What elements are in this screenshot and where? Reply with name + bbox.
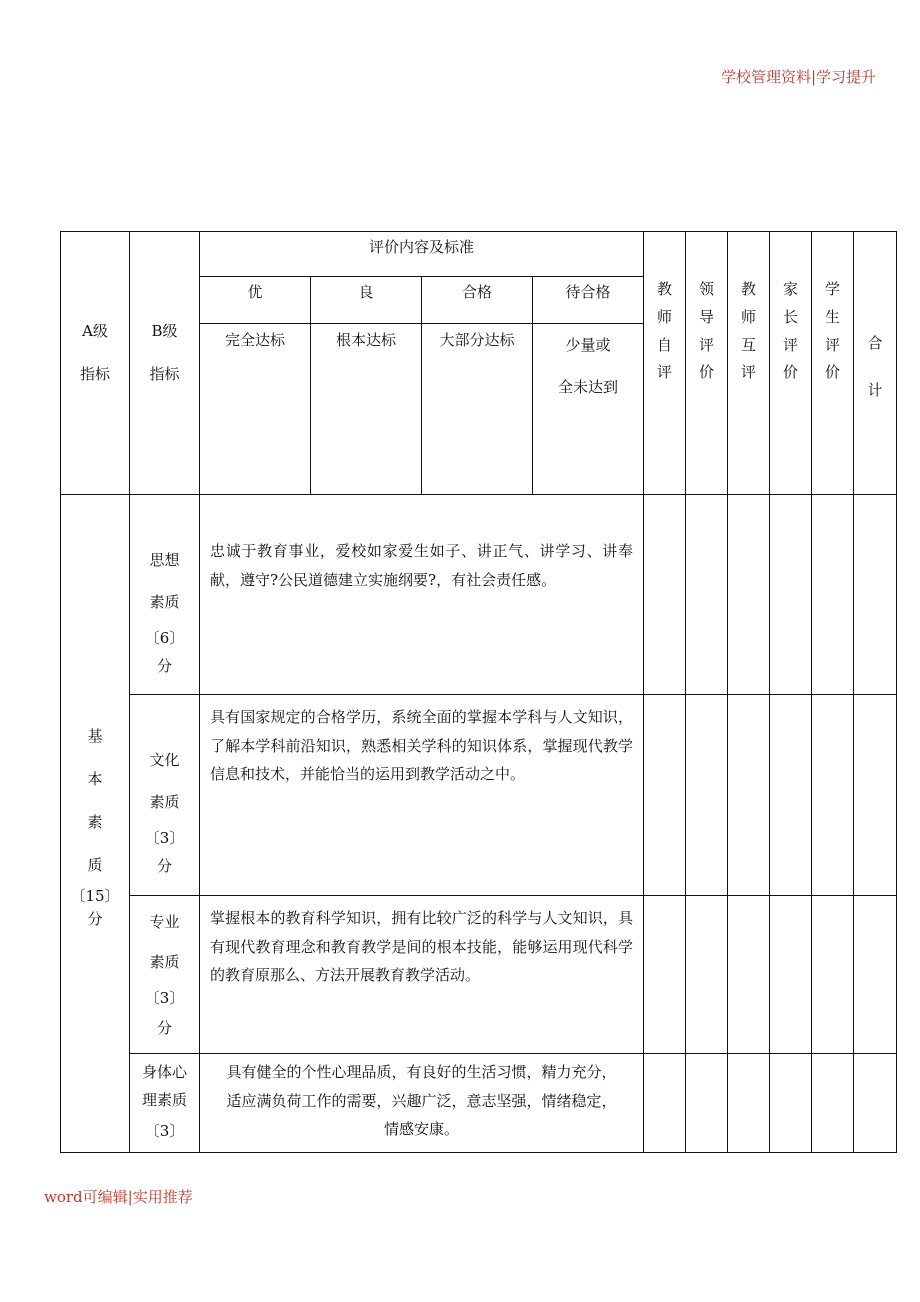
score-cell[interactable] — [770, 495, 812, 695]
score-cell[interactable] — [854, 495, 897, 695]
page-footer-text: word可编辑|实用推荐 — [44, 1188, 193, 1206]
score-cell[interactable] — [728, 495, 770, 695]
score-cell[interactable] — [728, 695, 770, 896]
b-label-physical-mental: 身体心 理素质 〔3〕 — [130, 1054, 200, 1153]
score-cell[interactable] — [686, 495, 728, 695]
grade-excellent: 优 — [200, 277, 311, 324]
content-professional: 掌握根本的教育科学知识，拥有比较广泛的科学与人文知识，具有现代教育理念和教育教学是间的根本技能，能够运用现代科学的教育原那么、方法开展教育教学活动。 — [200, 896, 644, 1054]
content-physical-mental: 具有健全的个性心理品质，有良好的生活习惯，精力充分， 适应满负荷工作的需要，兴趣广泛，意志坚强，情绪稳定， 情感安康。 — [200, 1054, 644, 1153]
score-cell[interactable] — [854, 1054, 897, 1153]
evaluator-parent: 家 长 评 价 — [770, 232, 812, 495]
b-label-ideology: 思想 素质 〔6〕 分 — [130, 495, 200, 695]
score-cell[interactable] — [812, 695, 854, 896]
evaluation-table — [60, 231, 897, 1153]
content-ideology: 忠诚于教育事业，爱校如家爱生如子、讲正气、讲学习、讲奉献，遵守?公民道德建立实施纲要?，有社会责任感。 — [200, 495, 644, 695]
grade-good: 良 — [311, 277, 422, 324]
b-level-header: B级 指标 — [130, 232, 200, 495]
score-cell[interactable] — [812, 495, 854, 695]
evaluator-peer: 教 师 互 评 — [728, 232, 770, 495]
score-cell[interactable] — [770, 695, 812, 896]
content-culture: 具有国家规定的合格学历，系统全面的掌握本学科与人文知识，了解本学科前沿知识，熟悉相关学科的知识体系，掌握现代教学信息和技术，并能恰当的运用到教学活动之中。 — [200, 695, 644, 896]
a-level-header: A级 指标 — [61, 232, 130, 495]
grade-needs-improvement: 待合格 — [533, 277, 644, 324]
score-cell[interactable] — [812, 896, 854, 1054]
score-cell[interactable] — [770, 1054, 812, 1153]
score-cell[interactable] — [854, 695, 897, 896]
a-category-basic-quality: 基 本 素 质 〔15〕 分 — [61, 495, 130, 1153]
criterion-mostly: 大部分达标 — [422, 324, 533, 495]
evaluator-leader: 领 导 评 价 — [686, 232, 728, 495]
score-cell[interactable] — [686, 896, 728, 1054]
score-cell[interactable] — [854, 896, 897, 1054]
score-cell[interactable] — [686, 1054, 728, 1153]
criterion-basic: 根本达标 — [311, 324, 422, 495]
page-header-text: 学校管理资料|学习提升 — [720, 68, 876, 86]
grade-pass: 合格 — [422, 277, 533, 324]
score-cell[interactable] — [644, 695, 686, 896]
b-label-professional: 专业 素质 〔3〕 分 — [130, 896, 200, 1054]
criterion-full: 完全达标 — [200, 324, 311, 495]
score-cell[interactable] — [728, 896, 770, 1054]
score-cell[interactable] — [644, 1054, 686, 1153]
score-cell[interactable] — [644, 896, 686, 1054]
score-cell[interactable] — [644, 495, 686, 695]
evaluator-teacher-self: 教 师 自 评 — [644, 232, 686, 495]
total-header: 合 计 — [854, 232, 897, 495]
b-label-culture: 文化 素质 〔3〕 分 — [130, 695, 200, 896]
score-cell[interactable] — [728, 1054, 770, 1153]
score-cell[interactable] — [770, 896, 812, 1054]
criteria-title: 评价内容及标准 — [200, 232, 644, 277]
criterion-few: 少量或 全未达到 — [533, 324, 644, 495]
score-cell[interactable] — [812, 1054, 854, 1153]
evaluator-student: 学 生 评 价 — [812, 232, 854, 495]
score-cell[interactable] — [686, 695, 728, 896]
